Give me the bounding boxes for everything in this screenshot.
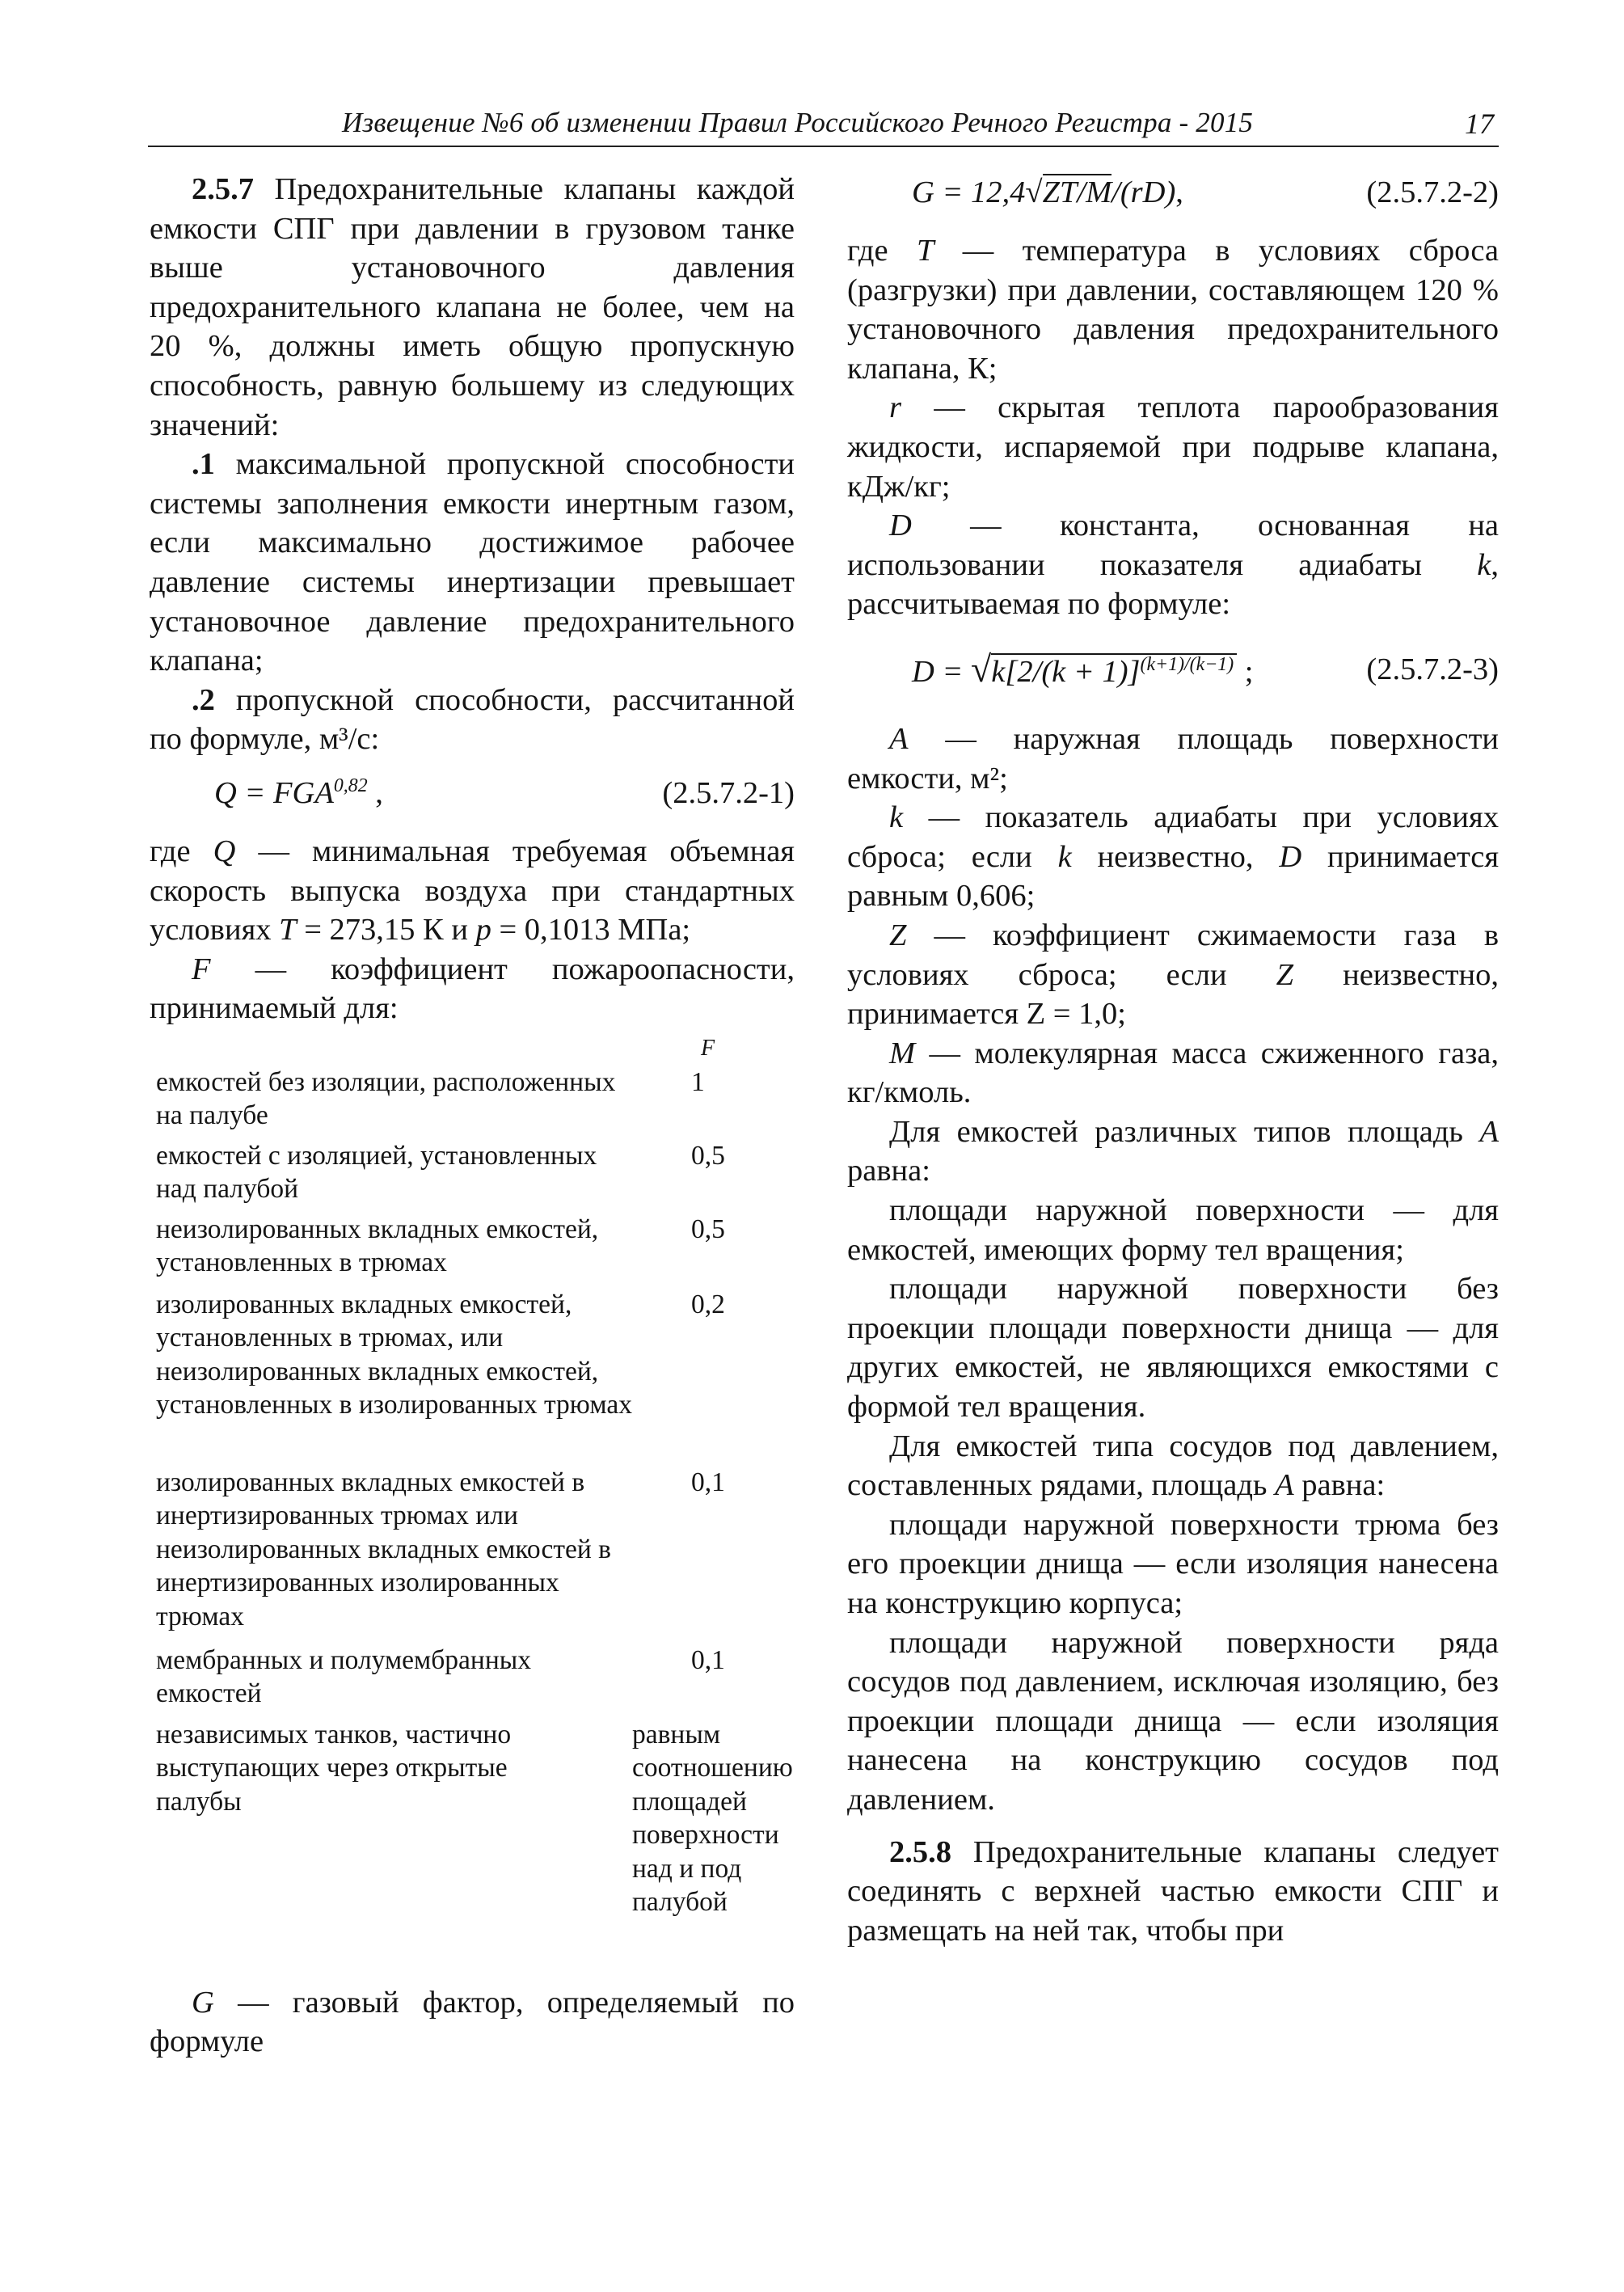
page-header (148, 103, 1499, 147)
where-q: где Q — минимальная требуемая объемная скорость выпуска воздуха при стандартных условиях T = 273,15 К и p = 0,1013 МПа; (150, 834, 795, 948)
item-number: .1 (192, 447, 215, 482)
def-k: k — показатель адиабаты при условиях сброса; если k неизвестно, D принимается равным 0,606; (847, 800, 1500, 914)
table-row: емкостей с изоляцией, установленных над палубой 0,5 (156, 1140, 725, 1205)
header-title: Извещение №6 об изменении Правил Российского Речного Регистра - 2015 (342, 107, 1254, 138)
paragraph-vessel-row-surface: площади наружной поверхности ряда сосудов под давлением, исключая изоляцию, без проекции площади днища — если изоляция нанесена на конструкцию сосудов под давлением. (847, 1625, 1499, 1817)
section-2-5-8: 2.5.8 Предохранительные клапаны следует соединять с верхней частью емкости СПГ и размещать на ней так, чтобы при (847, 1834, 1499, 1948)
table-header-row (150, 1032, 795, 1066)
item-text: пропускной способности, рассчитанной по формуле, м³/с: (150, 682, 795, 757)
table-row: неизолированных вкладных емкостей, установленных в трюмах 0,5 (156, 1214, 725, 1278)
paragraph-hold-surface: площади наружной поверхности трюма без его проекции днища — если изоляция нанесена на конструкцию корпуса; (847, 1507, 1499, 1620)
right-column (847, 170, 1499, 1950)
table-row: мембранных и полумембранных емкостей 0,1 (156, 1644, 725, 1709)
formula-body: G = 12,4√ZT/M/(rD), (912, 175, 1183, 209)
def-t: где T — температура в условиях сброса (разгрузки) при давлении, составляющем 120 % установочного давления предохранительного клапана, К; (847, 234, 1500, 386)
formula-2-5-7-2-2 (847, 173, 1499, 220)
paragraph-bodies-of-revolution: площади наружной поверхности — для емкостей, имеющих форму тел вращения; (847, 1193, 1499, 1267)
paragraph-area-types: Для емкостей различных типов площадь A равна: (847, 1114, 1499, 1188)
def-g: G — газовый фактор, определяемый по формуле (150, 1985, 795, 2059)
paragraph-other-tanks: площади наружной поверхности без проекции площади поверхности днища — для других емкостей, не являющихся емкостями с формой тел вращения. (847, 1272, 1499, 1425)
table-row: независимых танков, частично выступающих через открытые палубы равным соотношению площадей поверхности над и под палубой (156, 1719, 793, 1918)
spacer (847, 1820, 1499, 1833)
paragraph-pressure-vessels: Для емкостей типа сосудов под давлением, составленных рядами, площадь A равна: (847, 1429, 1499, 1503)
table-row: изолированных вкладных емкостей, установленных в трюмах, или неизолированных вкладных емкостей, установленных в изолированных трюмах 0,2 (156, 1289, 725, 1420)
item-text: максимальной пропускной способности системы заполнения емкости инертным газом, если максимально достижимое рабочее давление системы инертизации превышает установочное давление предохранительного клапана; (150, 447, 795, 678)
def-m: M — молекулярная масса сжиженного газа, кг/кмоль. (847, 1036, 1500, 1110)
section-2-5-7 (150, 170, 795, 445)
formula-body: $D = √k[2/(k + 1)]^{(k+1)/(k-1)}$ ; (912, 648, 1254, 690)
f-coefficient-table (150, 1032, 795, 1983)
formula-body: Q = FGA$^{0,82}$ , (214, 775, 383, 810)
item-2 (150, 681, 795, 759)
table-row: емкостей без изоляции, расположенных на палубе 1 (156, 1066, 705, 1131)
section-number: 2.5.7 (192, 172, 254, 206)
def-d: D — константа, основанная на использовании показателя адиабаты k, рассчитываемая по формуле: (847, 509, 1500, 622)
def-f: F — коэффициент пожароопасности, принимаемый для: (150, 952, 795, 1026)
page-number: 17 (1465, 108, 1494, 140)
def-r: r — скрытая теплота парообразования жидкости, испаряемой при подрыве клапана, кДж/кг; (847, 390, 1499, 504)
table-row: изолированных вкладных емкостей в инертизированных трюмах или неизолированных вкладных емкостей в инертизированных изолированных трюмах 0,1 (156, 1467, 725, 1631)
formula-2-5-7-2-1 (150, 774, 795, 821)
formula-number: (2.5.7.2-1) (662, 775, 795, 810)
formula-number: (2.5.7.2-3) (1366, 652, 1499, 686)
item-number: .2 (192, 682, 215, 717)
left-column (150, 170, 795, 2062)
formula-number: (2.5.7.2-2) (1366, 175, 1499, 209)
def-a: A — наружная площадь поверхности емкости, м²; (847, 721, 1499, 796)
section-text: Предохранительные клапаны каждой емкости СПГ при давлении в грузовом танке выше установочного давления предохранительного клапана не более, чем на 20 %, должны иметь общую пропускную способность, равную большему из следующих значений: (150, 172, 795, 442)
table-header-f: F (701, 1035, 715, 1061)
formula-2-5-7-2-3 (847, 645, 1499, 702)
item-1 (150, 445, 795, 681)
def-z: Z — коэффициент сжимаемости газа в условиях сброса; если Z неизвестно, принимается Z = 1,0; (847, 918, 1500, 1032)
